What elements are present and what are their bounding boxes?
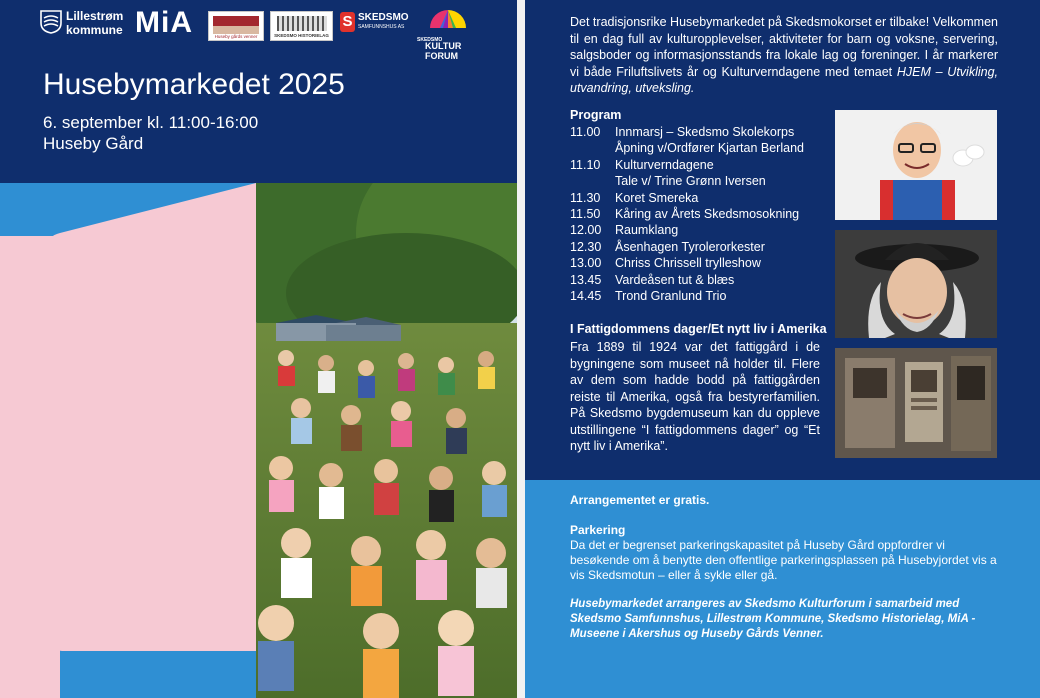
kulturforum-small: SKEDSMO xyxy=(417,37,443,43)
program-desc: Koret Smereka xyxy=(615,190,699,205)
event-title: Husebymarkedet 2025 xyxy=(43,68,345,101)
program-desc: Trond Granlund Trio xyxy=(615,288,727,303)
left-page xyxy=(0,0,517,698)
intro-theme: HJEM – Utvikling, utvandring, utveksling. xyxy=(570,64,998,95)
program-time: 11.10 xyxy=(570,157,601,172)
program-desc: Innmarsj – Skedsmo Skolekorps xyxy=(615,125,795,139)
program-row xyxy=(570,190,840,206)
kommune-name-line2: kommune xyxy=(66,23,123,37)
organizer-credit: Husebymarkedet arrangeres av Skedsmo Kulturforum i samarbeid med Skedsmo Samfunnshus, Lillestrøm Kommune, Skedsmo Historielag, MiA - Museene i Akershus og Huseby Gårds Venner. xyxy=(570,598,976,641)
program-desc: Kulturverndagene xyxy=(615,157,714,172)
hero-header xyxy=(0,0,517,183)
program-row xyxy=(570,288,840,304)
pink-shape xyxy=(48,183,256,651)
program-row xyxy=(570,157,840,173)
kulturforum-big xyxy=(425,41,461,61)
pink-shape-top-cut xyxy=(48,183,256,253)
program-row xyxy=(570,239,840,255)
parking-text: Da det er begrenset parkeringskapasitet på Huseby Gård oppfordrer vi besøkende om å benytte den offentlige parkeringsplassen på Husebyjordet vis a vis Skedsmotun – eller å sykle eller gå. xyxy=(570,538,997,583)
info-band xyxy=(525,480,1040,698)
program-desc: Åsenhagen Tyrolerorkester xyxy=(615,239,765,254)
program-desc: Chriss Chrissell trylleshow xyxy=(615,256,761,271)
skedsmo-samfunnshus-logo xyxy=(340,12,415,42)
parking-heading: Parkering xyxy=(570,523,626,537)
musician-photo xyxy=(835,230,997,338)
program-row xyxy=(570,222,840,238)
historielag-text: SKEDSMO HISTORIELAG xyxy=(274,33,329,38)
crowd-photo xyxy=(256,183,517,698)
right-page xyxy=(525,0,1040,698)
barn-roof-icon xyxy=(213,16,259,26)
lillestrom-kommune-logo xyxy=(40,8,130,44)
program-list xyxy=(570,124,840,304)
kommune-name-line1: Lillestrøm xyxy=(66,9,124,23)
partner-logos xyxy=(40,8,480,63)
samfunnshus-name: SKEDSMO xyxy=(358,12,409,23)
program-row xyxy=(570,140,840,156)
program-time: 11.50 xyxy=(570,206,601,221)
free-admission: Arrangementet er gratis. xyxy=(570,493,710,507)
program-time: 12.30 xyxy=(570,239,602,254)
kulturforum-big-2: FORUM xyxy=(425,51,458,61)
event-date: 6. september kl. 11:00-16:00 xyxy=(43,113,259,132)
program-desc: Tale v/ Trine Grønn Iversen xyxy=(615,174,766,189)
program-row xyxy=(570,206,840,222)
program-row xyxy=(570,124,840,140)
page-gutter xyxy=(517,0,525,698)
samfunnshus-s-icon: S xyxy=(340,12,355,32)
program-time: 13.00 xyxy=(570,256,602,271)
program-heading: Program xyxy=(570,108,622,122)
mia-logo: MiA xyxy=(135,6,193,39)
umbrella-icon xyxy=(428,8,468,38)
buildings-drawing-icon xyxy=(277,16,327,31)
program-desc: Raumklang xyxy=(615,223,679,238)
magician-photo xyxy=(835,110,997,220)
program-time: 11.30 xyxy=(570,190,601,205)
samfunnshus-sub: SAMFUNNSHUS AS xyxy=(358,24,405,30)
museum-heading: I Fattigdommens dager/Et nytt liv i Amerika xyxy=(570,322,827,336)
intro-paragraph xyxy=(570,14,998,97)
skedsmo-kulturforum-logo xyxy=(417,8,480,63)
program-desc: Kåring av Årets Skedsmosokning xyxy=(615,206,800,221)
program-desc: Åpning v/Ordfører Kjartan Berland xyxy=(615,141,804,156)
program-desc: Vardeåsen tut & blæs xyxy=(615,272,735,287)
huseby-gaards-venner-text: Huseby gårds venner xyxy=(214,34,258,39)
museum-paragraph: Fra 1889 til 1924 var det fattiggård i de bygningene som museet nå holder til. Flere av dem som hadde bodd på fattiggården reiste til Amerika, også fra bestyrerfamilien. På Skedsmo bygdemuseum kan du oppleve utstillingene “I fattigdommens dager” og “Et nytt liv i Amerika”. xyxy=(570,340,820,453)
pink-stripe xyxy=(0,236,60,698)
kommune-shield-icon xyxy=(40,10,62,34)
program-time: 11.00 xyxy=(570,125,601,139)
program-time: 13.45 xyxy=(570,272,602,287)
program-time: 12.00 xyxy=(570,223,602,238)
event-venue: Huseby Gård xyxy=(43,134,144,153)
program-row xyxy=(570,173,840,189)
program-row xyxy=(570,255,840,271)
kulturforum-big-1: KULTUR xyxy=(425,41,462,51)
skedsmo-historielag-logo xyxy=(270,11,333,41)
barn-wall-icon xyxy=(213,26,259,34)
intro-text: Det tradisjonsrike Husebymarkedet på Skedsmokorset er tilbake! Velkommen til en dag full av kulturopplevelser, aktiviteter for barn og voksne, servering, salgsboder og informasjonsstands fra lokale lag og foreninger. I år markerer vi både Friluftslivets år og Kulturverndagene med temaet xyxy=(570,15,998,79)
huseby-gaards-venner-logo xyxy=(208,11,264,41)
program-row xyxy=(570,272,840,288)
program-time: 14.45 xyxy=(570,288,602,303)
museum-exhibition-photo xyxy=(835,348,997,458)
